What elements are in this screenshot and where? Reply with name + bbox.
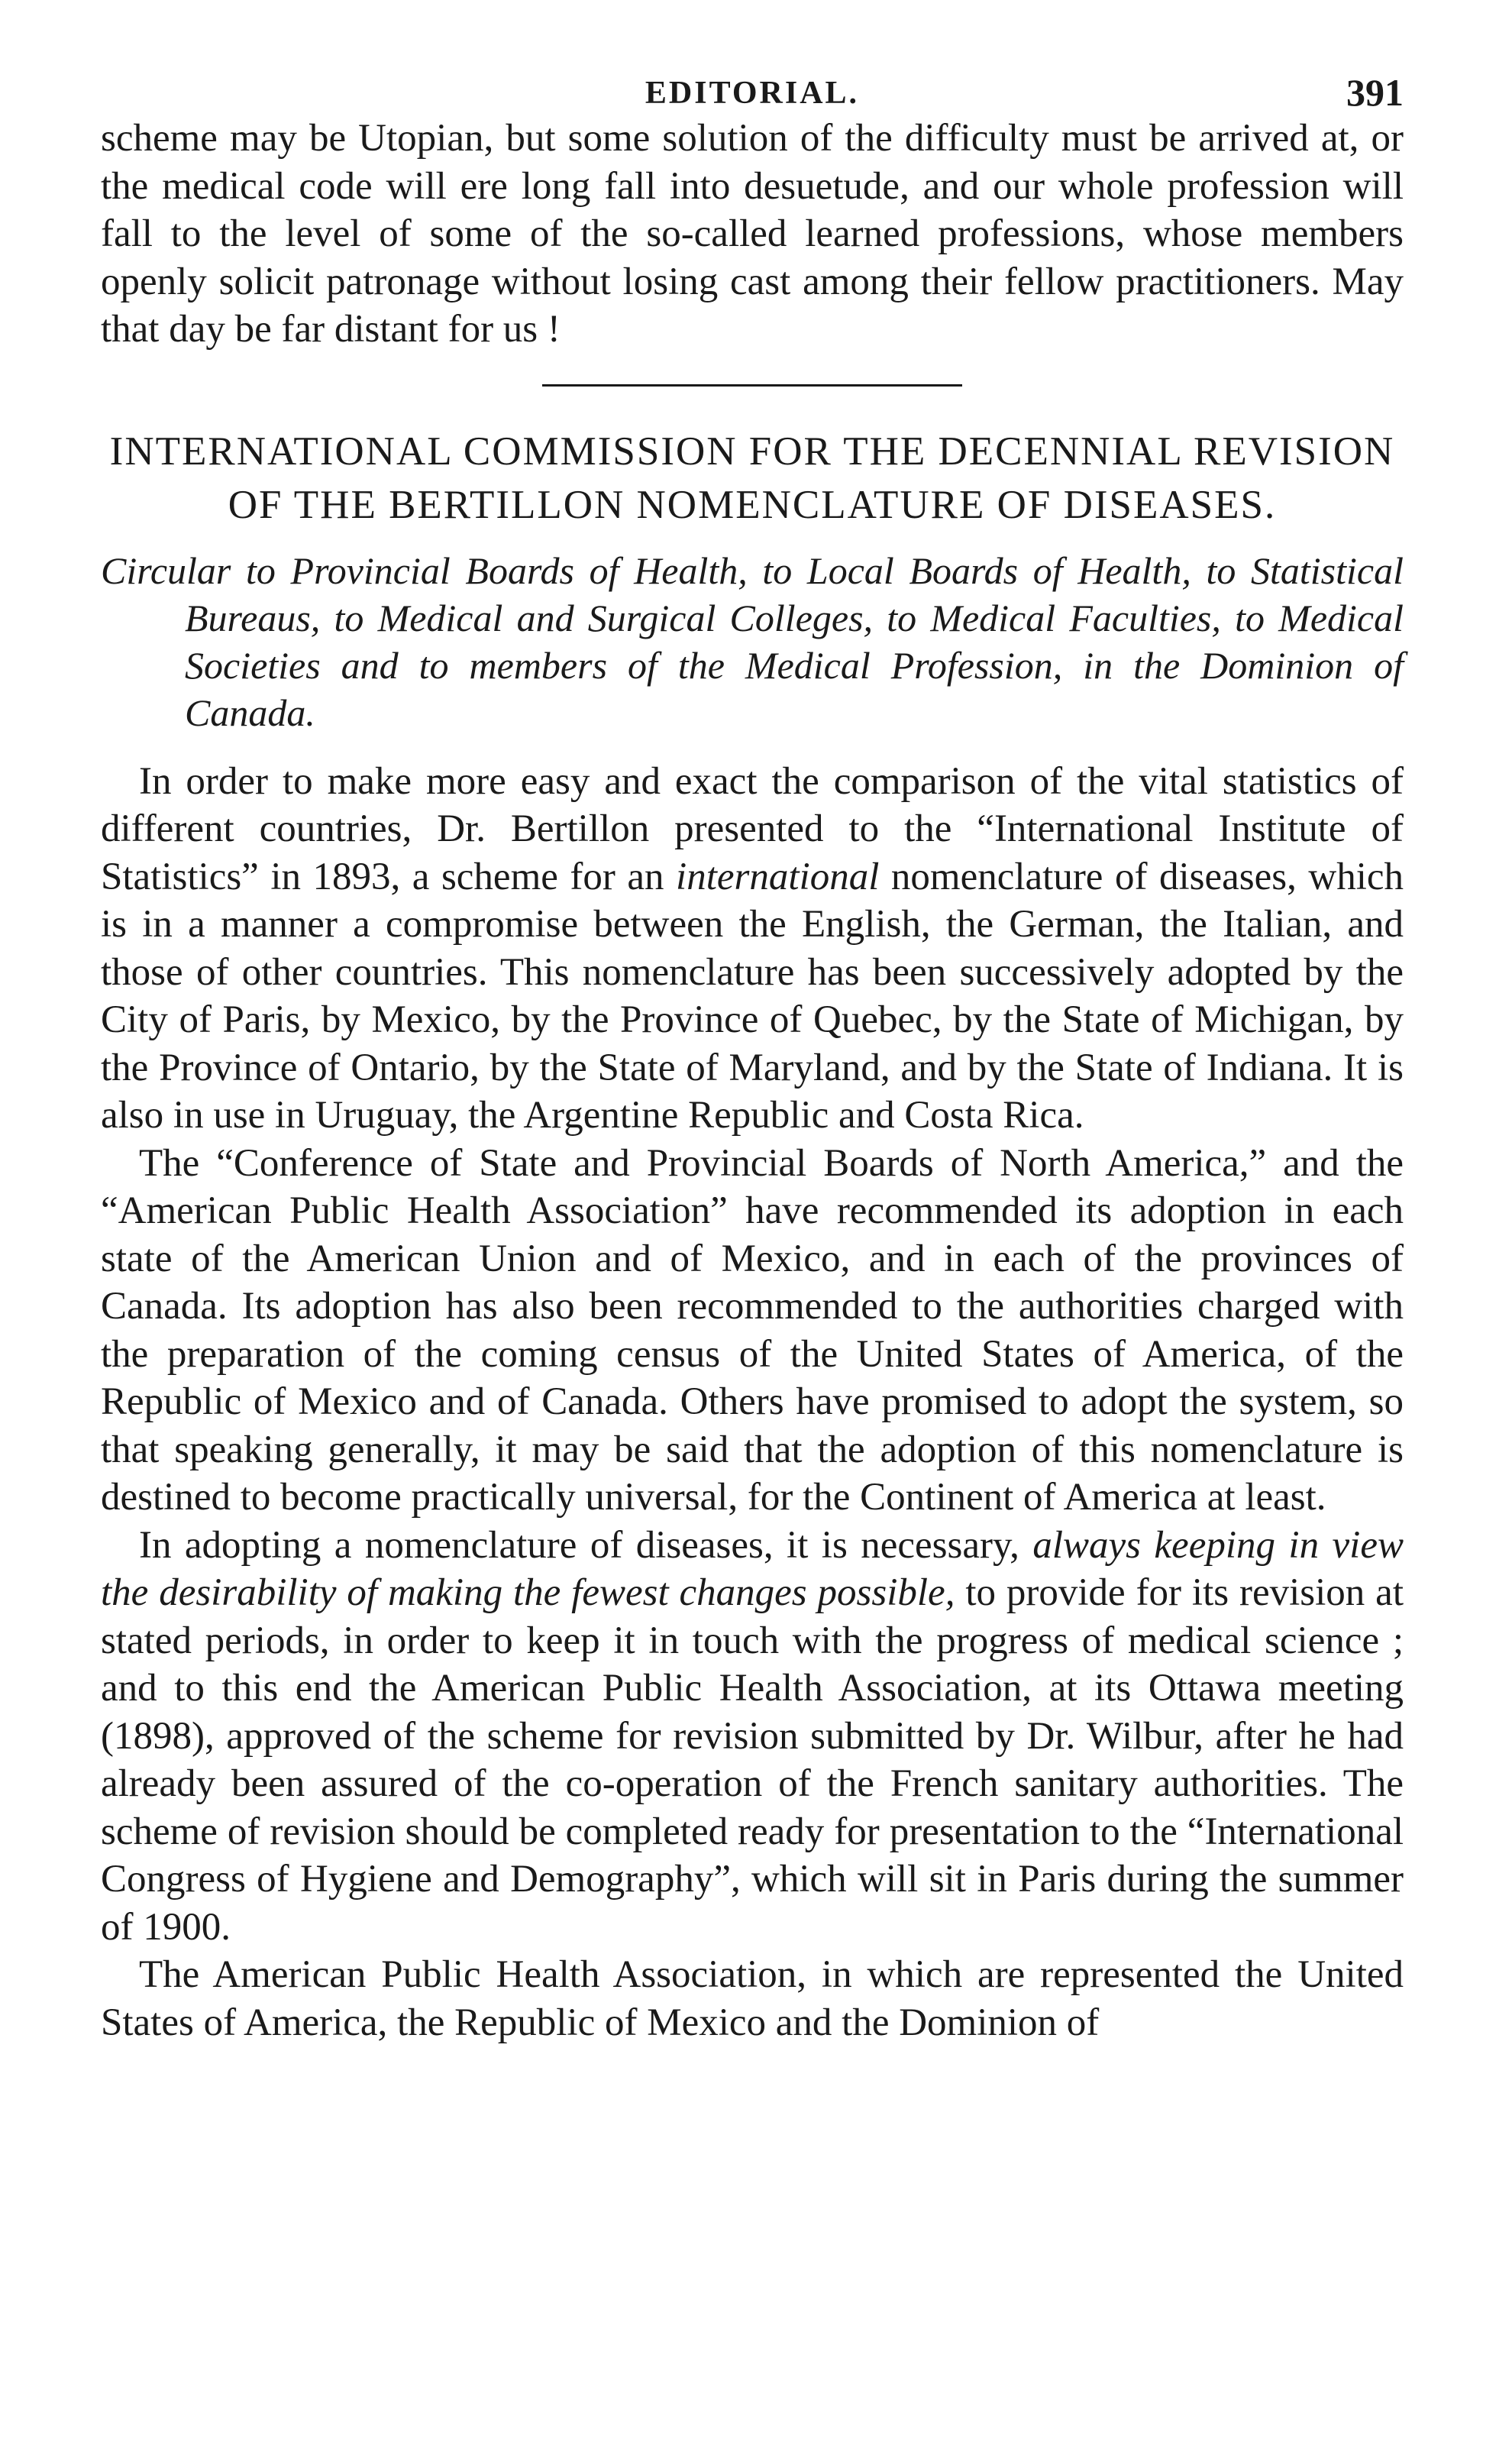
section-divider (542, 384, 962, 387)
paragraph-text: nomenclature of diseases, which is in a manner a compromise between the English, the German, the Italian, and those of other countries. This nomenclature has been successively adopted by the City of Paris, by Mexico, by the Province of Quebec, by the State of Michigan, by the Province of Ontario, by the State of Maryland, and by the State of Indiana. It is also in use in Uruguay, the Argentine Republic and Costa Rica. (101, 855, 1404, 1137)
emphasis-text: international (676, 855, 880, 898)
paragraph-apha-representation: The American Public Health Association, in which are represented the United States of America, the Republic of Mexico and the Dominion of (101, 1953, 1404, 2044)
running-title: EDITORIAL. (645, 76, 860, 111)
paragraph-revision-scheme (101, 1522, 1404, 1952)
paragraph-bertillon-scheme (101, 758, 1404, 1140)
running-header (101, 0, 1404, 115)
emphasis-text: always keeping in view the desirability of making the fewest changes possible, (101, 1523, 1404, 1614)
circular-address: Circular to Provincial Boards of Health, to Local Boards of Health, to Statistical Bureaus, to Medical and Surgical Colleges, to Medical Faculties, to Medical Societies and to members of the Medical Profession, in the Dominion of Canada. (101, 548, 1404, 734)
opening-paragraph: scheme may be Utopian, but some solution of the difficulty must be arrived at, or the medical code will ere long fall into desuetude, and our whole profession will fall to the level of some of the so-called learned professions, whose members openly solicit patronage without losing cast among their fellow practitioners. May that day be far distant for us ! (101, 117, 1404, 351)
page-number: 391 (1346, 71, 1404, 114)
paragraph-text: In adopting a nomenclature of diseases, it is necessary, (139, 1523, 1033, 1567)
section-heading: INTERNATIONAL COMMISSION FOR THE DECENNIAL REVISION OF THE BERTILLON NOMENCLATURE OF DISEASES. (109, 429, 1395, 527)
paragraph-conference-recommendation: The “Conference of State and Provincial Boards of North America,” and the “American Public Health Association” have recommended its adoption in each state of the American Union and of Mexico, and in each of the provinces of Canada. Its adoption has also been recommended to the authorities charged with the preparation of the coming census of the United States of America, of the Republic of Mexico and of Canada. Others have promised to adopt the system, so that speaking generally, it may be said that the adoption of this nomenclature is destined to become practically universal, for the Continent of America at least. (101, 1141, 1404, 1519)
paragraph-text: In order to make more easy and exact the comparison of the vital statistics of different countries, Dr. Bertillon presented to the “International Institute of Statistics” in 1893, a scheme for an (101, 759, 1404, 898)
paragraph-text: to provide for its revision at stated periods, in order to keep it in touch with the progress of medical science ; and to this end the American Public Health Association, at its Ottawa meeting (1898), approved of the scheme for revision submitted by Dr. Wilbur, after he had already been assured of the co-operation of the French sanitary authorities. The scheme of revision should be completed ready for presentation to the “International Congress of Hygiene and Demography”, which will sit in Paris during the summer of 1900. (101, 1571, 1404, 1949)
